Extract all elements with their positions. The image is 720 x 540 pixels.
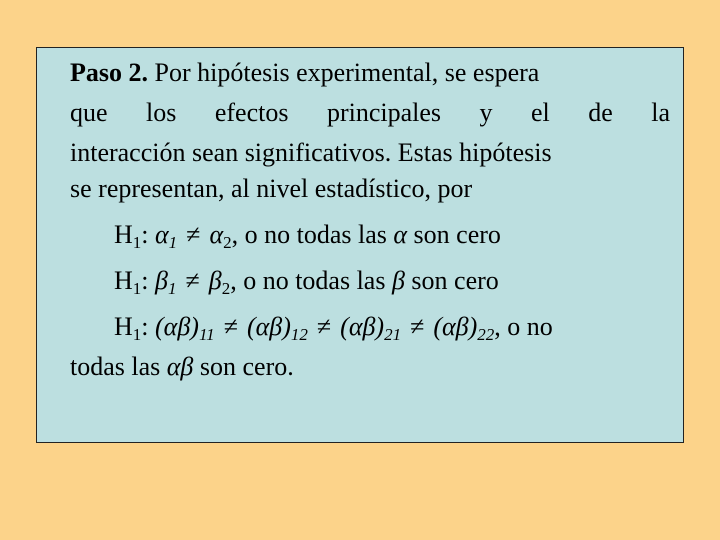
paso-line-4: se representan, al nivel estadístico, por [70, 174, 473, 203]
not-equal-symbol: ≠ [186, 220, 201, 249]
hypothesis-interaction-line-2: todas las αβ son cero. [70, 352, 294, 381]
hypothesis-interaction: $H_1$: $(\alpha\beta)_{11} \ne (\alpha\beta)_{12} \ne (\alpha\beta)_{21} \ne (\alpha\beta)_{22}$, o no [114, 312, 553, 344]
not-equal-symbol: ≠ [316, 312, 332, 341]
not-equal-symbol: ≠ [223, 312, 238, 341]
not-equal-symbol: ≠ [410, 312, 425, 341]
hypothesis-alpha: $H_1$: $\alpha_1 \ne \alpha_2$, o no todas las α son cero [114, 220, 501, 252]
paso-line-3: interacción sean significativos. Estas hipótesis [70, 138, 552, 167]
not-equal-symbol: ≠ [185, 266, 200, 295]
paso-line-2: que los efectos principales y el de la [70, 98, 670, 127]
hypothesis-beta: $H_1$: $\beta_1 \ne \beta_2$, o no todas las β son cero [114, 266, 499, 298]
paso-bold-label: Paso 2. [70, 58, 148, 87]
paso-line-1-text: Por hipótesis experimental, se espera [148, 58, 540, 87]
paso-line-1 [70, 58, 670, 88]
